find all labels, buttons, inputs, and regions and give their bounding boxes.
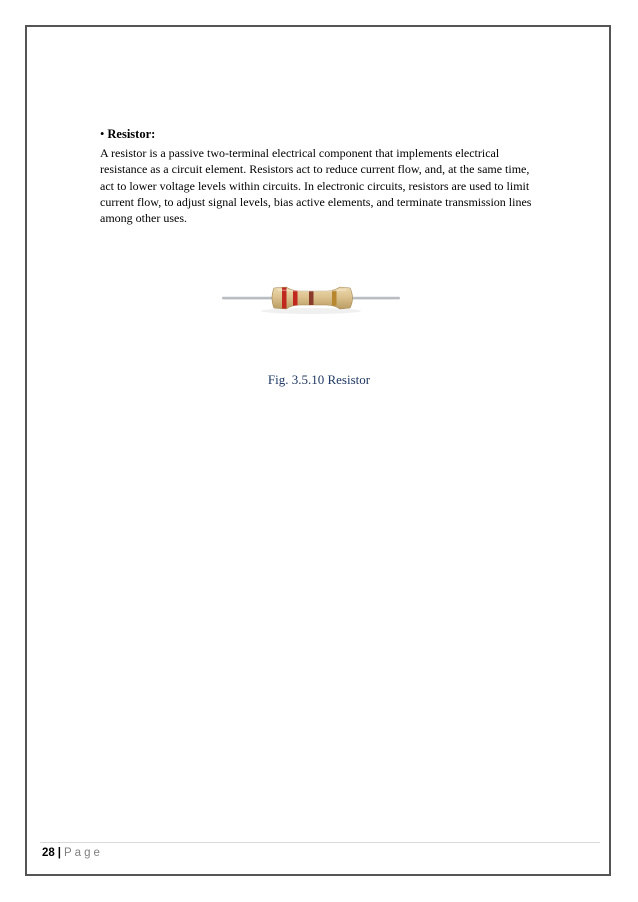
body-line: A resistor is a passive two-terminal electrical component that implements electrical: [100, 146, 500, 160]
page-label: Page: [64, 847, 103, 859]
page-number: 28: [42, 847, 55, 859]
body-line: act to lower voltage levels within circuits. In electronic circuits, resistors are used to limit: [100, 178, 530, 193]
resistor-band-4: [332, 291, 337, 306]
bullet: •: [100, 127, 105, 141]
body-line: current flow, to adjust signal levels, bias active elements, and terminate transmission lines: [100, 194, 532, 209]
resistor-image: [222, 278, 400, 318]
heading-text: Resistor:: [107, 127, 156, 141]
resistor-band-2: [293, 291, 298, 306]
resistor-shadow: [261, 308, 361, 314]
footer-separator: |: [57, 847, 62, 859]
resistor-lead-left: [222, 297, 280, 300]
resistor-band-3: [309, 291, 314, 305]
body-paragraph: [100, 145, 532, 226]
section-heading: [100, 127, 155, 142]
figure-caption: Fig. 3.5.10 Resistor: [267, 372, 371, 387]
footer-divider: [40, 842, 600, 843]
body-line: among other uses.: [100, 211, 187, 226]
body-line: resistance as a circuit element. Resistors act to reduce current flow, and, at the same time,: [100, 162, 530, 177]
page-footer: [42, 846, 103, 860]
resistor-highlight: [278, 290, 346, 291]
